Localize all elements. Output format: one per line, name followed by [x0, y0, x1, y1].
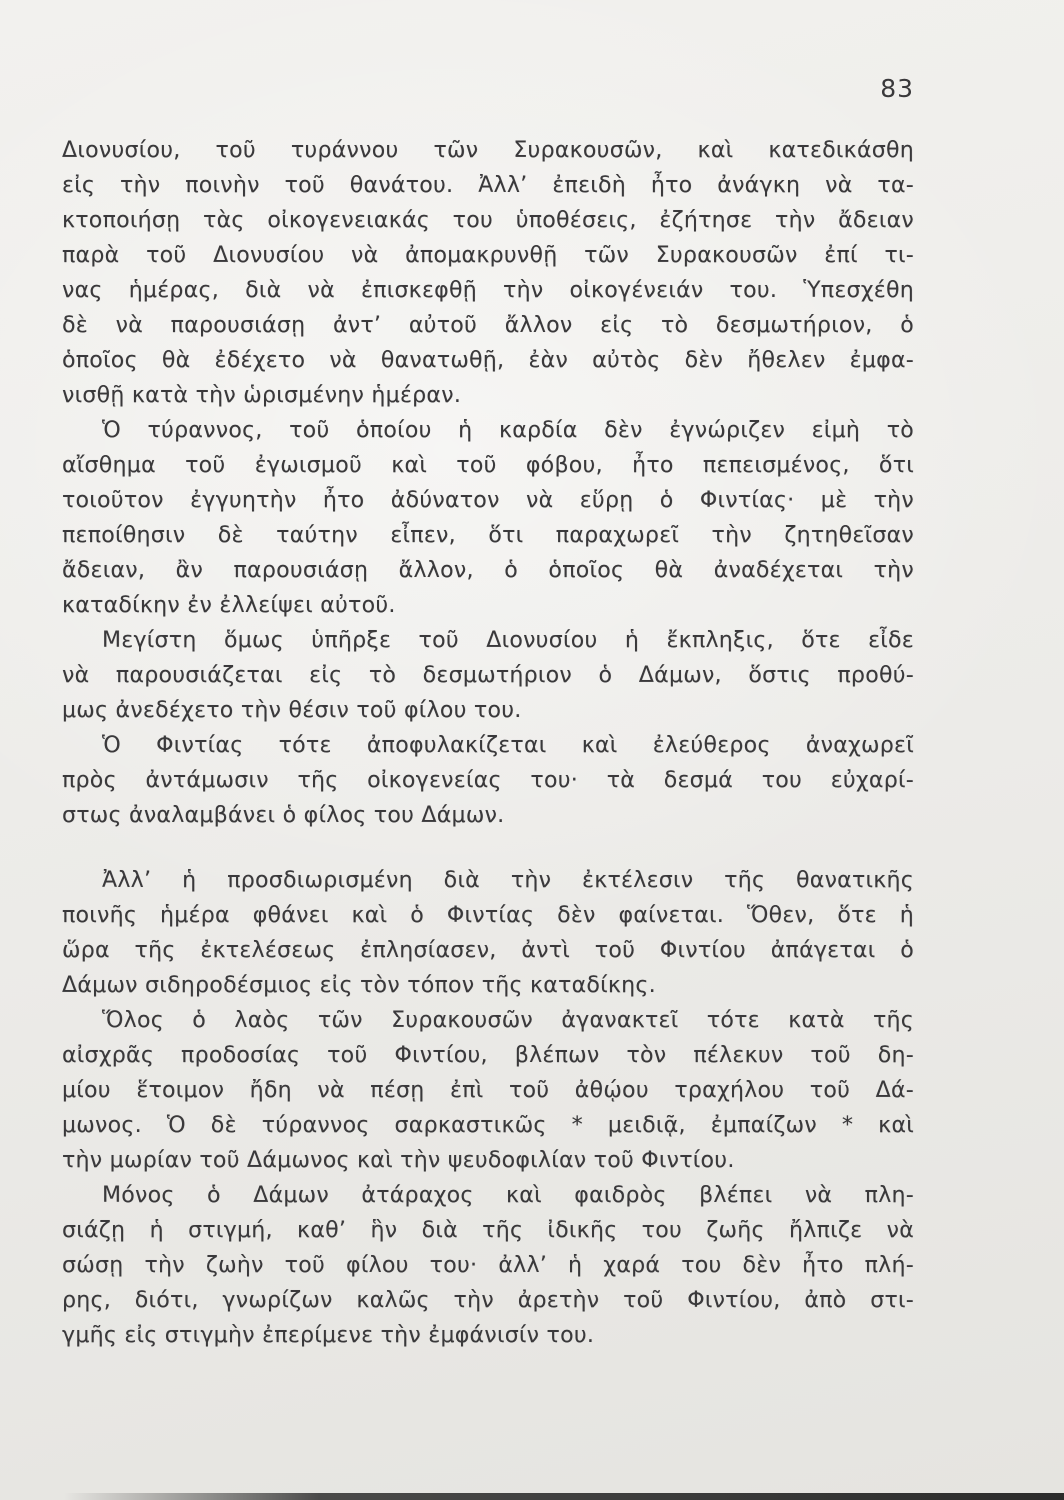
text-line: πρὸς ἀντάμωσιν τῆς οἰκογενείας του· τὰ δεσμά του εὐχαρί- — [62, 768, 914, 793]
paragraph — [62, 413, 914, 623]
text-line: σώσῃ τὴν ζωὴν τοῦ φίλου του· ἀλλ’ ἡ χαρά του δὲν ἦτο πλή- — [62, 1253, 914, 1278]
text-line: Δάμων σιδηροδέσμιος εἰς τὸν τόπον τῆς καταδίκης. — [62, 973, 656, 998]
text-line: ρης, διότι, γνωρίζων καλῶς τὴν ἀρετὴν τοῦ Φιντίου, ἀπὸ στι- — [62, 1288, 914, 1313]
text-line: δὲ νὰ παρουσιάσῃ ἀντ’ αὐτοῦ ἄλλον εἰς τὸ δεσμωτήριον, ὁ — [62, 313, 914, 338]
text-line: Μόνος ὁ Δάμων ἀτάραχος καὶ φαιδρὸς βλέπει νὰ πλη- — [102, 1183, 914, 1208]
page-number: 83 — [880, 74, 914, 103]
text-line: αἰσχρᾶς προδοσίας τοῦ Φιντίου, βλέπων τὸν πέλεκυν τοῦ δη- — [62, 1043, 914, 1068]
paragraph — [62, 133, 914, 413]
text-line: Μεγίστη ὅμως ὑπῆρξε τοῦ Διονυσίου ἡ ἔκπληξις, ὅτε εἶδε — [102, 628, 914, 653]
text-line: εἰς τὴν ποινὴν τοῦ θανάτου. Ἀλλ’ ἐπειδὴ ἦτο ἀνάγκη νὰ τα- — [62, 173, 914, 198]
text-line: νας ἡμέρας, διὰ νὰ ἐπισκεφθῇ τὴν οἰκογένειάν του. Ὑπεσχέθη — [62, 278, 914, 303]
text-line: Διονυσίου, τοῦ τυράννου τῶν Συρακουσῶν, καὶ κατεδικάσθη — [62, 138, 914, 163]
text-line: παρὰ τοῦ Διονυσίου νὰ ἀπομακρυνθῇ τῶν Συρακουσῶν ἐπί τι- — [62, 243, 914, 268]
text-line: Ὁ τύραννος, τοῦ ὁποίου ἡ καρδία δὲν ἐγνώριζεν εἰμὴ τὸ — [102, 418, 914, 443]
text-line: τοιοῦτον ἐγγυητὴν ἦτο ἀδύνατον νὰ εὕρῃ ὁ Φιντίας· μὲ τὴν — [62, 488, 914, 513]
text-line: ὥρα τῆς ἐκτελέσεως ἐπλησίασεν, ἀντὶ τοῦ Φιντίου ἀπάγεται ὁ — [62, 938, 914, 963]
text-line: ἄδειαν, ἂν παρουσιάσῃ ἄλλον, ὁ ὁποῖος θὰ ἀναδέχεται τὴν — [62, 558, 914, 583]
text-line: Ὁ Φιντίας τότε ἀποφυλακίζεται καὶ ἐλεύθερος ἀναχωρεῖ — [102, 733, 914, 758]
text-line: καταδίκην ἐν ἐλλείψει αὐτοῦ. — [62, 593, 396, 618]
text-line: γμῆς εἰς στιγμὴν ἐπερίμενε τὴν ἐμφάνισίν του. — [62, 1323, 595, 1348]
text-line: νισθῇ κατὰ τὴν ὡρισμένην ἡμέραν. — [62, 383, 462, 408]
text-line: μίου ἕτοιμον ἤδη νὰ πέσῃ ἐπὶ τοῦ ἀθῴου τραχήλου τοῦ Δά- — [62, 1078, 914, 1103]
text-line: Ὅλος ὁ λαὸς τῶν Συρακουσῶν ἀγανακτεῖ τότε κατὰ τῆς — [102, 1008, 914, 1033]
paragraph — [62, 1178, 914, 1353]
text-line: νὰ παρουσιάζεται εἰς τὸ δεσμωτήριον ὁ Δάμων, ὅστις προθύ- — [62, 663, 914, 688]
text-line: μως ἀνεδέχετο τὴν θέσιν τοῦ φίλου του. — [62, 698, 522, 723]
text-line: ποινῆς ἡμέρα φθάνει καὶ ὁ Φιντίας δὲν φαίνεται. Ὅθεν, ὅτε ἡ — [62, 903, 914, 928]
paragraph — [62, 623, 914, 728]
text-line: Ἀλλ’ ἡ προσδιωρισμένη διὰ τὴν ἐκτέλεσιν τῆς θανατικῆς — [102, 868, 914, 893]
text-line: πεποίθησιν δὲ ταύτην εἶπεν, ὅτι παραχωρεῖ τὴν ζητηθεῖσαν — [62, 523, 914, 548]
body-text — [62, 133, 914, 1353]
text-line: τὴν μωρίαν τοῦ Δάμωνος καὶ τὴν ψευδοφιλίαν τοῦ Φιντίου. — [62, 1148, 735, 1173]
paragraph — [62, 1003, 914, 1178]
paragraph — [62, 863, 914, 1003]
text-line: σιάζῃ ἡ στιγμή, καθ’ ἣν διὰ τῆς ἰδικῆς του ζωῆς ἤλπιζε νὰ — [62, 1218, 914, 1243]
text-line: μωνος. Ὁ δὲ τύραννος σαρκαστικῶς * μειδιᾷ, ἐμπαίζων * καὶ — [62, 1113, 914, 1138]
text-line: ὁποῖος θὰ ἐδέχετο νὰ θανατωθῇ, ἐὰν αὐτὸς δὲν ἤθελεν ἐμφα- — [62, 348, 914, 373]
paragraph — [62, 728, 914, 833]
text-line: αἴσθημα τοῦ ἐγωισμοῦ καὶ τοῦ φόβου, ἦτο πεπεισμένος, ὅτι — [62, 453, 914, 478]
scan-edge-artifact — [0, 1493, 1064, 1500]
text-line: κτοποιήσῃ τὰς οἰκογενειακάς του ὑποθέσεις, ἐζήτησε τὴν ἄδειαν — [62, 208, 914, 233]
text-line: στως ἀναλαμβάνει ὁ φίλος του Δάμων. — [62, 803, 505, 828]
